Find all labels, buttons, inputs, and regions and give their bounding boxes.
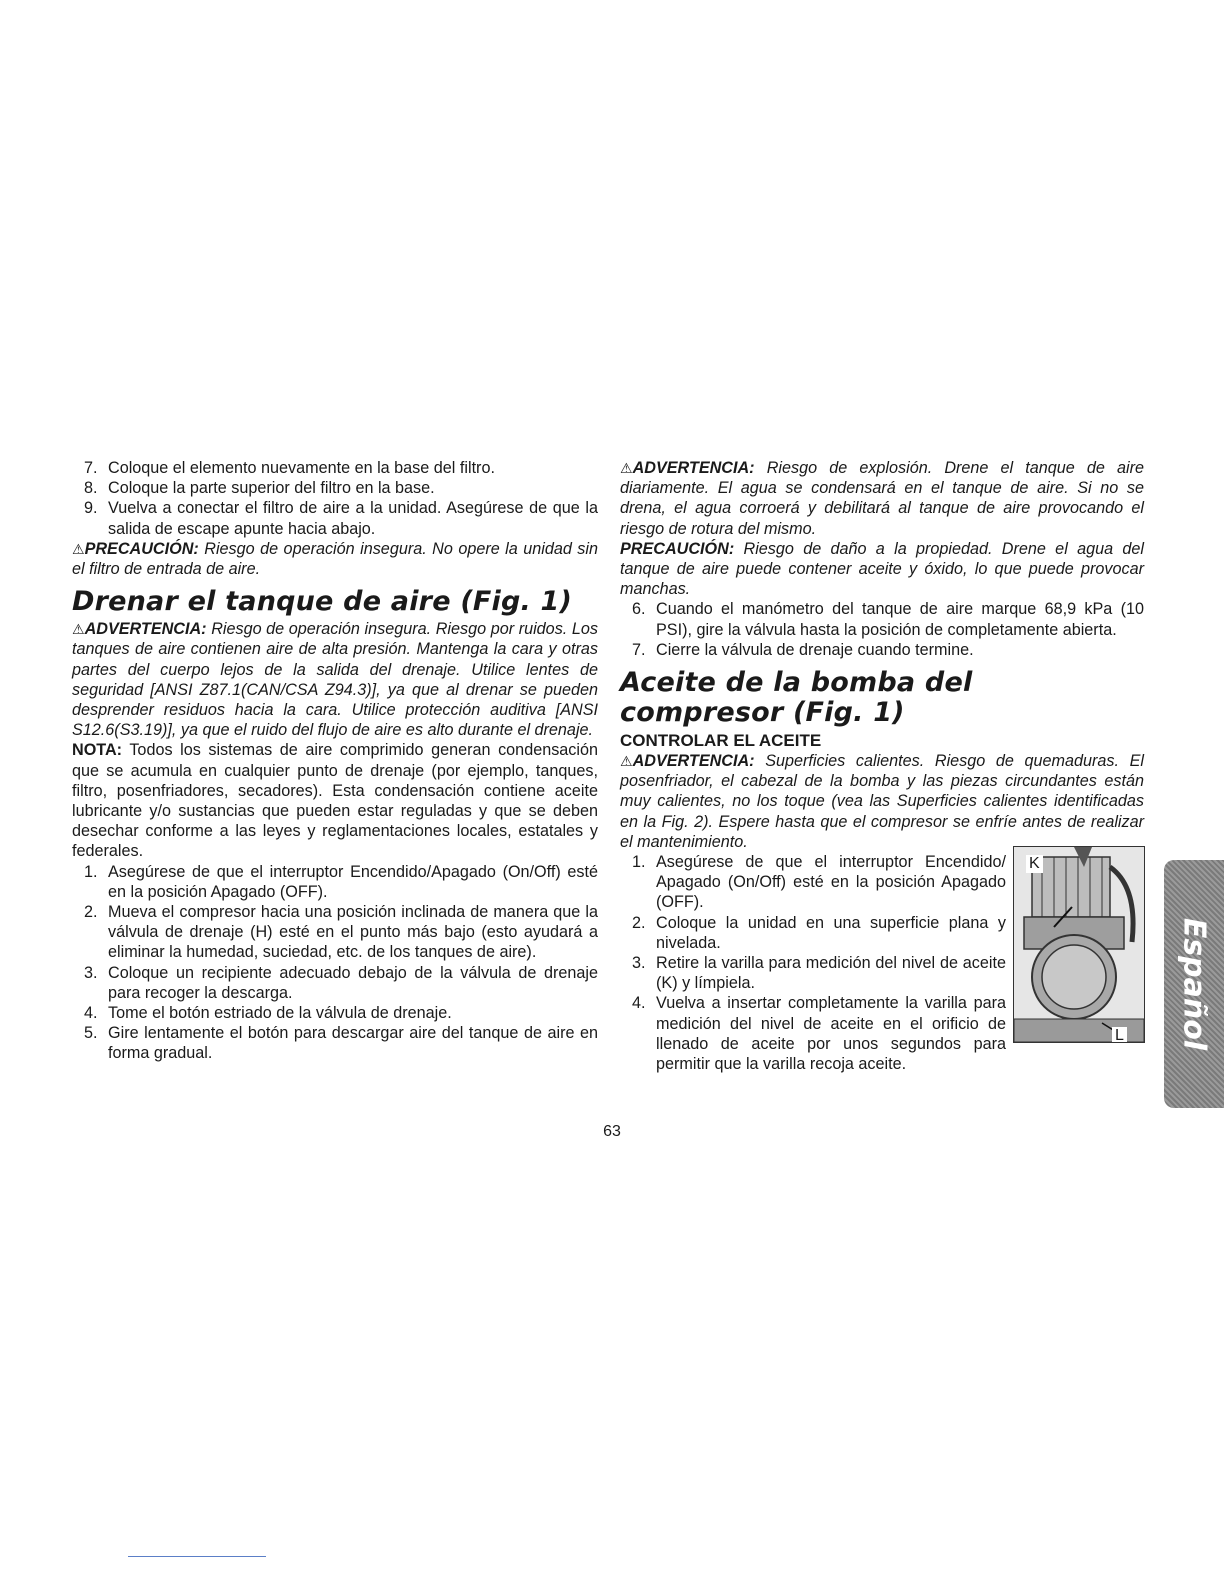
caution-text: Riesgo de operación insegura. No opere la unidad sin el filtro de entrada de aire.	[72, 539, 599, 579]
warning-text: Riesgo de explosión. Drene el tanque de aire diariamente. El agua se condensará en el tanque de aire. Si no se drena, el agua corroerá y debilitará al tanque de aire provocando el riesgo de rotura del mismo.	[620, 459, 1145, 538]
step-text: Gire lentamente el botón para descargar aire del tanque de aire en forma gradual.	[108, 1024, 598, 1063]
list-item	[72, 1003, 598, 1023]
compressor-pump-figure	[1013, 846, 1145, 1043]
language-side-tab	[1164, 860, 1224, 1108]
warning-triangle-icon: ⚠	[72, 621, 85, 638]
caution-label: PRECAUCIÓN:	[620, 539, 735, 558]
step-number: 8.	[84, 479, 98, 498]
step-number: 9.	[84, 499, 98, 518]
warning-paragraph	[620, 751, 1144, 852]
subheading: CONTROLAR EL ACEITE	[620, 731, 822, 751]
step-number: 3.	[632, 954, 646, 973]
step-text: Asegúrese de que el interruptor Encendido/ Apagado (On/Off) esté en la posición Apagado (OFF).	[656, 853, 1006, 912]
warning-text: Superficies calientes. Riesgo de quemaduras. El posenfriador, el cabezal de la bomba y las piezas circundantes están muy calientes, no los toque (vea las Superficies calientes identificadas en la Fig. 2). Espere hasta que el compresor se enfríe antes de realizar el mantenimiento.	[620, 752, 1144, 851]
step-text: Vuelva a conectar el filtro de aire a la unidad. Asegúrese de que la salida de escape apunte hacia abajo.	[108, 499, 598, 538]
step-number: 7.	[84, 459, 98, 477]
figure-label-l: L	[1112, 1027, 1127, 1043]
warning-triangle-icon: ⚠	[620, 460, 633, 476]
step-text: Cierre la válvula de drenaje cuando termine.	[656, 640, 974, 659]
warning-text: Riesgo de operación insegura. Riesgo por ruidos. Los tanques de aire contienen aire de alta presión. Mantenga la cara y otras partes del cuerpo lejos de la salida del drenaje. Utilice lentes de seguridad [ANSI Z87.1(CAN/CSA Z94.3)], ya que al drenar se pueden desprender residuos hacia la cara. Utilice protección auditiva [ANSI S12.6(S3.19)], ya que el ruido del flujo de aire es alto durante el drenaje.	[72, 620, 598, 740]
step-number: 4.	[84, 1004, 98, 1023]
warning-paragraph	[620, 458, 1144, 539]
figure-label-k: K	[1026, 855, 1043, 873]
step-text: Mueva el compresor hacia una posición inclinada de manera que la válvula de drenaje (H) esté en el punto más bajo (esto ayudará a eliminar la humedad, suciedad, etc. de los tanques de aire).	[108, 903, 598, 962]
step-text: Asegúrese de que el interruptor Encendido/Apagado (On/Off) esté en la posición Apagado (OFF).	[108, 862, 598, 901]
footer-rule	[128, 1556, 266, 1557]
list-item	[72, 498, 598, 538]
step-number: 7.	[632, 640, 646, 659]
caution-paragraph	[72, 539, 598, 579]
list-item	[620, 953, 1006, 993]
page-number: 63	[603, 1123, 621, 1140]
list-item	[72, 458, 598, 478]
step-text: Vuelva a insertar completamente la varilla para medición del nivel de aceite en el orificio de llenado de aceite por unos segundos para permitir que la varilla recoja aceite.	[656, 994, 1006, 1074]
step-text: Coloque la parte superior del filtro en la base.	[108, 479, 435, 498]
list-item	[620, 640, 1144, 660]
note-label: NOTA:	[72, 741, 123, 760]
step-number: 2.	[632, 913, 646, 932]
list-item	[620, 852, 1006, 913]
step-number: 5.	[84, 1024, 98, 1043]
compressor-pump-illustration	[1014, 847, 1144, 1042]
list-item	[72, 862, 598, 902]
list-item	[72, 478, 598, 498]
step-number: 4.	[632, 994, 646, 1013]
step-number: 6.	[632, 600, 646, 619]
list-item	[620, 913, 1006, 953]
left-column	[72, 458, 598, 1064]
section-title: Drenar el tanque de aire (Fig. 1)	[72, 586, 573, 618]
caution-text: Riesgo de daño a la propiedad. Drene el agua del tanque de aire puede contener aceite y óxido, lo que puede provocar manchas.	[620, 539, 1144, 599]
list-item	[72, 902, 598, 963]
list-item	[620, 599, 1144, 639]
warning-label: ADVERTENCIA:	[632, 752, 755, 771]
step-text: Tome el botón estriado de la válvula de drenaje.	[108, 1004, 452, 1023]
note-text: Todos los sistemas de aire comprimido generan condensación que se acumula en cualquier punto de drenaje (por ejemplo, tanques, filtro, posenfriadores, secadores). Esta condensación contiene aceite lubricante y/o sustancias que pueden estar reguladas y que se deben desechar conforme a las leyes y reglamentaciones locales, estatales y federales.	[72, 741, 598, 861]
list-item	[72, 963, 598, 1003]
step-number: 1.	[84, 862, 98, 881]
step-text: Coloque un recipiente adecuado debajo de la válvula de drenaje para recoger la descarga.	[108, 963, 598, 1002]
list-item	[620, 993, 1006, 1074]
warning-label: ADVERTENCIA:	[632, 459, 755, 477]
warning-label: ADVERTENCIA:	[84, 620, 207, 639]
warning-paragraph	[72, 619, 598, 740]
side-tab-label: Español	[1176, 917, 1212, 1051]
caution-paragraph	[620, 539, 1144, 600]
step-number: 1.	[632, 853, 646, 872]
step-text: Cuando el manómetro del tanque de aire marque 68,9 kPa (10 PSI), gire la válvula hasta la posición de completamente abierta.	[656, 600, 1144, 639]
step-text: Retire la varilla para medición del nivel de aceite (K) y límpiela.	[656, 954, 1006, 993]
list-item	[72, 1023, 598, 1063]
step-number: 2.	[84, 903, 98, 922]
step-text: Coloque la unidad en una superficie plana y nivelada.	[656, 913, 1006, 952]
step-number: 3.	[84, 963, 98, 982]
caution-label: PRECAUCIÓN:	[84, 539, 199, 558]
warning-triangle-icon: ⚠	[620, 753, 633, 770]
section-title: Aceite de la bomba del compresor (Fig. 1)	[620, 667, 973, 729]
step-text: Coloque el elemento nuevamente en la base del filtro.	[108, 459, 495, 477]
oil-steps	[620, 852, 1006, 1074]
warning-triangle-icon: ⚠	[72, 540, 85, 557]
note-paragraph	[72, 740, 598, 861]
